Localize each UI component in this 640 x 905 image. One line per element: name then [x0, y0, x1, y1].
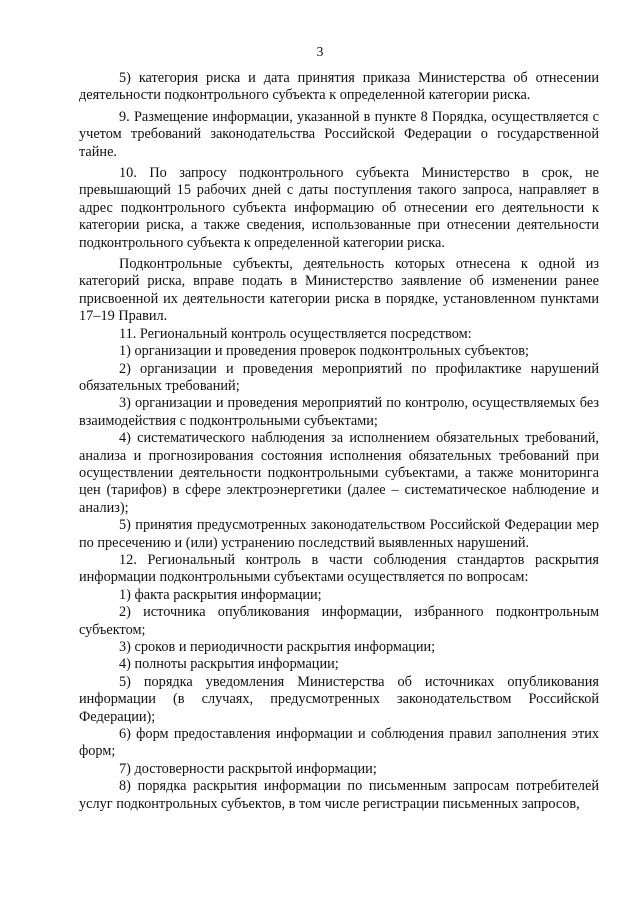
list-item-11-5: 5) принятия предусмотренных законодательством Российской Федерации мер по пресечению и (или) устранению последствий выявленных нарушений. [79, 517, 599, 551]
document-body [79, 70, 599, 813]
list-item-12-1: 1) факта раскрытия информации; [119, 586, 322, 603]
page-number: 3 [316, 44, 324, 59]
list-item-12-6: 6) форм предоставления информации и соблюдения правил заполнения этих форм; [79, 726, 599, 760]
list-item-11-3: 3) организации и проведения мероприятий по контролю, осуществляемых без взаимодействия с подконтрольными субъектами; [79, 395, 599, 429]
list-item-12-7: 7) достоверности раскрытой информации; [119, 760, 377, 777]
list-item-12-2: 2) источника опубликования информации, избранного подконтрольным субъектом; [79, 604, 599, 638]
list-item-11-4: 4) систематического наблюдения за исполнением обязательных требований, анализа и прогнозирования состояния исполнения обязательных требований при осуществлении деятельности подконтрольными субъектами, а также мониторинга цен (тарифов) в сфере электроэнергетики (далее – систематическое наблюдение и анализ); [79, 430, 599, 516]
paragraph-12-disclosure-control: 12. Региональный контроль в части соблюдения стандартов раскрытия информации подконтрольными субъектами осуществляется по вопросам: [79, 551, 599, 586]
list-item-11-2: 2) организации и проведения мероприятий по профилактике нарушений обязательных требований; [79, 360, 599, 394]
list-item-12-4: 4) полноты раскрытия информации; [119, 656, 339, 673]
paragraph-risk-category-change: Подконтрольные субъекты, деятельность которых отнесена к одной из категорий риска, вправе подать в Министерство заявление об изменении ранее присвоенной их деятельности категории риска в порядке, установленном пунктами 17–19 Правил. [79, 256, 599, 325]
list-item-12-5: 5) порядка уведомления Министерства об источниках опубликования информации (в случаях, предусмотренных законодательством Российской Федерации); [79, 673, 599, 725]
paragraph-9-information-placement: 9. Размещение информации, указанной в пункте 8 Порядка, осуществляется с учетом требований законодательства Российской Федерации о государственной тайне. [79, 108, 599, 160]
list-item-11-1: 1) организации и проведения проверок подконтрольных субъектов; [119, 343, 529, 360]
paragraph-item-5-risk-category: 5) категория риска и дата принятия приказа Министерства об отнесении деятельности подконтрольного субъекта к определенной категории риска. [79, 70, 599, 104]
paragraph-11-regional-control: 11. Региональный контроль осуществляется посредством: [119, 325, 472, 342]
paragraph-10-request-response: 10. По запросу подконтрольного субъекта Министерство в срок, не превышающий 15 рабочих дней с даты поступления такого запроса, направляет в адрес подконтрольного субъекта информацию об отнесении его деятельности к категории риска, а также сведения, использованные при отнесении деятельности подконтрольного субъекта к определенной категории риска. [79, 165, 599, 251]
list-item-12-8: 8) порядка раскрытия информации по письменным запросам потребителей услуг подконтрольных субъектов, в том числе регистрации письменных запросов, [79, 778, 599, 812]
list-item-12-3: 3) сроков и периодичности раскрытия информации; [119, 639, 436, 655]
